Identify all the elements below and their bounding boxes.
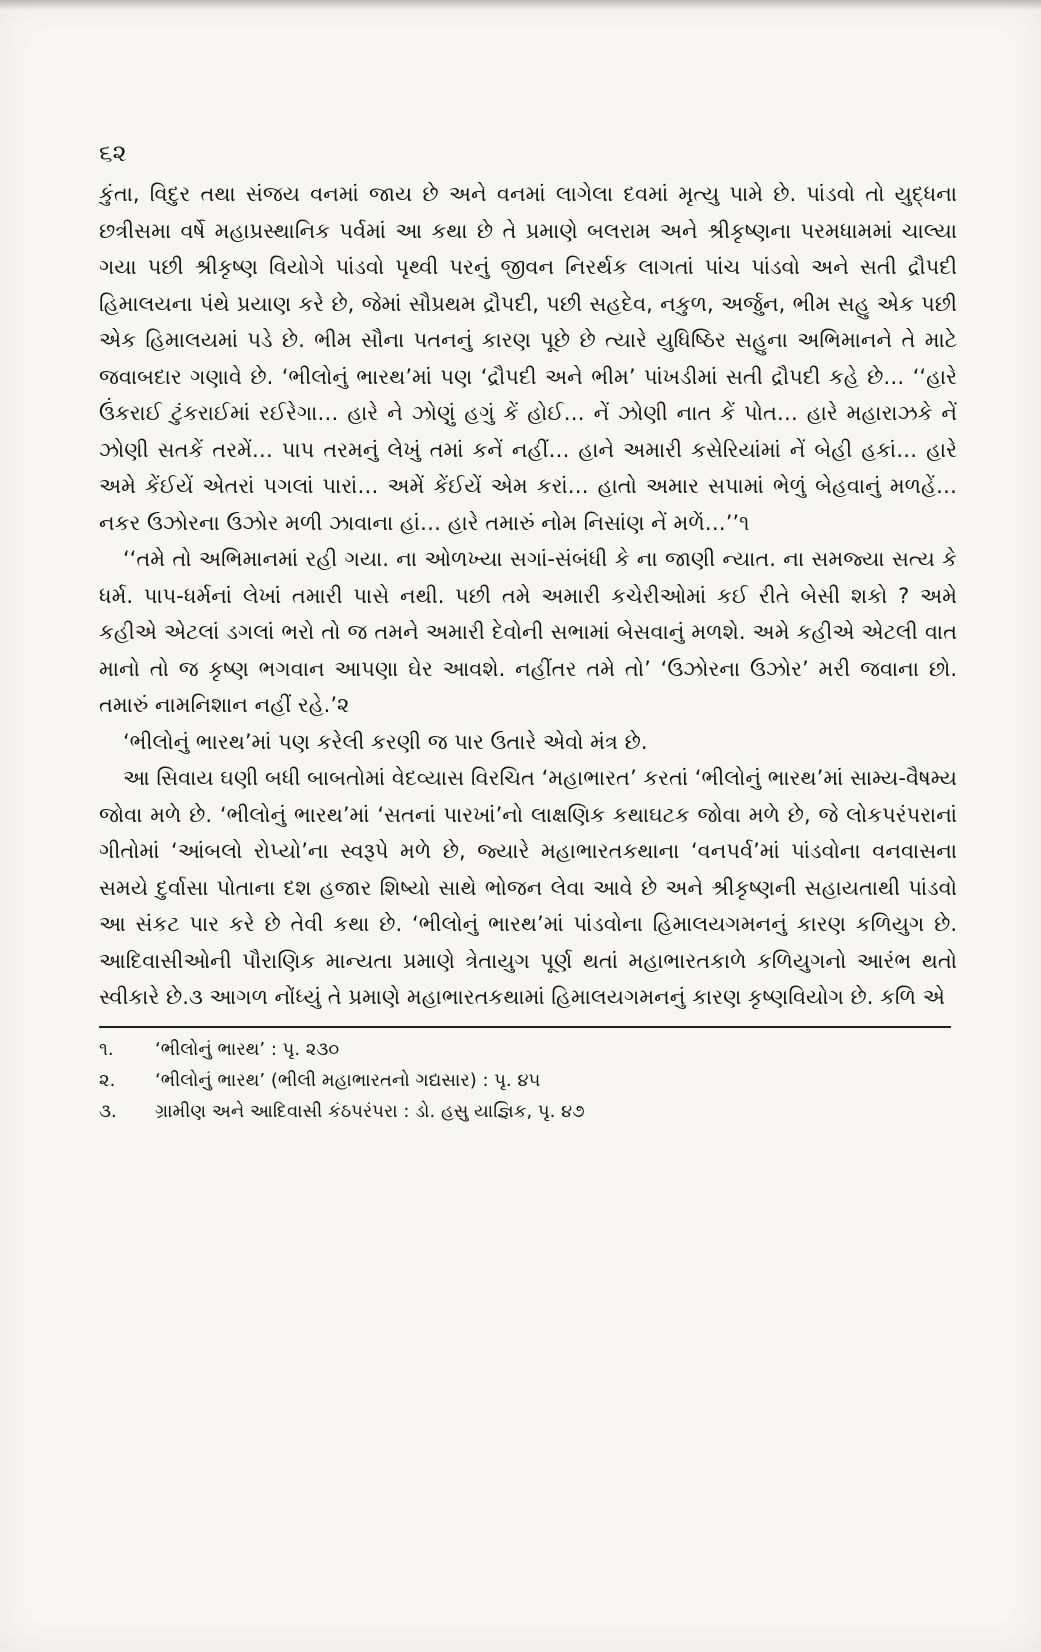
footnote-item <box>99 1065 957 1096</box>
paragraph-4: આ સિવાય ઘણી બધી બાબતોમાં વેદવ્યાસ વિરચિત ‘મહાભારત’ કરતાં ‘ભીલોનું ભારથ’માં સામ્ય-વૈષમ્ય જોવા મળે છે. ‘ભીલોનું ભારથ’માં ‘સતનાં પારખાં’નો લાક્ષણિક કથાઘટક જોવા મળે છે, જે લોકપરંપરાનાં ગીતોમાં ‘આંબલો રોપ્યો’ના સ્વરૂપે મળે છે, જ્યારે મહાભારતકથાના ‘વનપર્વ’માં પાંડવોના વનવાસના સમયે દુર્વાસા પોતાના દશ હજાર શિષ્યો સાથે ભોજન લેવા આવે છે અને શ્રીકૃષ્ણની સહાયતાથી પાંડવો આ સંકટ પાર કરે છે તેવી કથા છે. ‘ભીલોનું ભારથ’માં પાંડવોના હિમાલયગમનનું કારણ કળિયુગ છે. આદિવાસીઓની પૌરાણિક માન્યતા પ્રમાણે ત્રેતાયુગ પૂર્ણ થતાં મહાભારતકાળે કળિયુગનો આરંભ થતો સ્વીકારે છે.૩ આગળ નોંધ્યું તે પ્રમાણે મહાભારતકથામાં હિમાલયગમનનું કારણ કૃષ્ણવિયોગ છે. કળિ એ <box>99 766 957 1009</box>
footnote-number: ૩. <box>99 1100 117 1122</box>
footnote-number: ૧. <box>99 1038 114 1060</box>
footnote-item <box>99 1034 957 1065</box>
footnote-divider <box>99 1026 951 1028</box>
paragraph-3: ‘ભીલોનું ભારથ’માં પણ કરેલી કરણી જ પાર ઉતારે એવો મંત્ર છે. <box>123 729 648 754</box>
footnote-number: ૨. <box>99 1069 116 1091</box>
footnote-item <box>99 1096 957 1127</box>
page-content <box>99 138 957 1127</box>
footnotes <box>99 1034 957 1127</box>
paragraph-1: કુંતા, વિદુર તથા સંજય વનમાં જાય છે અને વનમાં લાગેલા દવમાં મૃત્યુ પામે છે. પાંડવો તો યુદ્ધના છત્રીસમા વર્ષે મહાપ્રસ્થાનિક પર્વમાં આ કથા છે તે પ્રમાણે બલરામ અને શ્રીકૃષ્ણના પરમધામમાં ચાલ્યા ગયા પછી શ્રીકૃષ્ણ વિયોગે પાંડવો પૃથ્વી પરનું જીવન નિરર્થક લાગતાં પાંચ પાંડવો અને સતી દ્રૌપદી હિમાલયના પંથે પ્રયાણ કરે છે, જેમાં સૌપ્રથમ દ્રૌપદી, પછી સહદેવ, નકુળ, અર્જુન, ભીમ સહુ એક પછી એક હિમાલયમાં પડે છે. ભીમ સૌના પતનનું કારણ પૂછે છે ત્યારે યુધિષ્ઠિર સહુના અભિમાનને તે માટે જવાબદાર ગણાવે છે. ‘ભીલોનું ભારથ’માં પણ ‘દ્રૌપદી અને ભીમ’ પાંખડીમાં સતી દ્રૌપદી કહે છે… ‘‘હારે ઉંકરાઈ ટુંકરાઈમાં રઈરેગા… હારે ને ઝોણું હગું કેં હોઈ… નેં ઝોણી નાત કેં પોત… હારે મહારાઝકે નેં ઝોણી સતકેં તરમેં… પાપ તરમનું લેખું તમાં કનેં નહીં… હાને અમારી કસેરિયાંમાં નેં બેહી હકાં… હારે અમે કેંઈયેં એતરાં પગલાં પારાં… અમેં કેંઈયેં એમ કરાં… હાતો અમાર સપામાં ભેળું બેહવાનું મળહેં… નકર ઉઝોરના ઉઝોર મળી ઝાવાના હાં… હારે તમારું નોમ નિસાંણ નેં મળેં…’’૧ <box>99 182 957 535</box>
footnote-text: ‘ભીલોનું ભારથ’ (ભીલી મહાભારતનો ગદ્યસાર) : પૃ. ૪૫ <box>155 1069 541 1091</box>
body-text <box>99 176 957 1016</box>
footnote-text: ગ્રામીણ અને આદિવાસી કંઠપરંપરા : ડો. હસુ યાજ્ઞિક, પૃ. ૪૭ <box>155 1100 585 1122</box>
page-number: ૬૨ <box>99 139 127 167</box>
paragraph-2-quote: ‘‘તમે તો અભિમાનમાં રહી ગયા. ના ઓળખ્યા સગાં-સંબંધી કે ના જાણી ન્યાત. ના સમજ્યા સત્ય કે ધર્મ. પાપ-ધર્મનાં લેખાં તમારી પાસે નથી. પછી તમે અમારી કચેરીઓમાં કઈ રીતે બેસી શકો ? અમે કહીએ એટલાં ડગલાં ભરો તો જ તમને અમારી દેવોની સભામાં બેસવાનું મળશે. અમે કહીએ એટલી વાત માનો તો જ કૃષ્ણ ભગવાન આપણા ઘેર આવશે. નહીંતર તમે તો’ ‘ઉઝોરના ઉઝોર’ મરી જવાના છો. તમારું નામનિશાન નહીં રહે.’૨ <box>99 547 957 717</box>
footnote-text: ‘ભીલોનું ભારથ’ : પૃ. ૨૩૦ <box>155 1038 340 1060</box>
page-top-shadow <box>0 0 1041 10</box>
